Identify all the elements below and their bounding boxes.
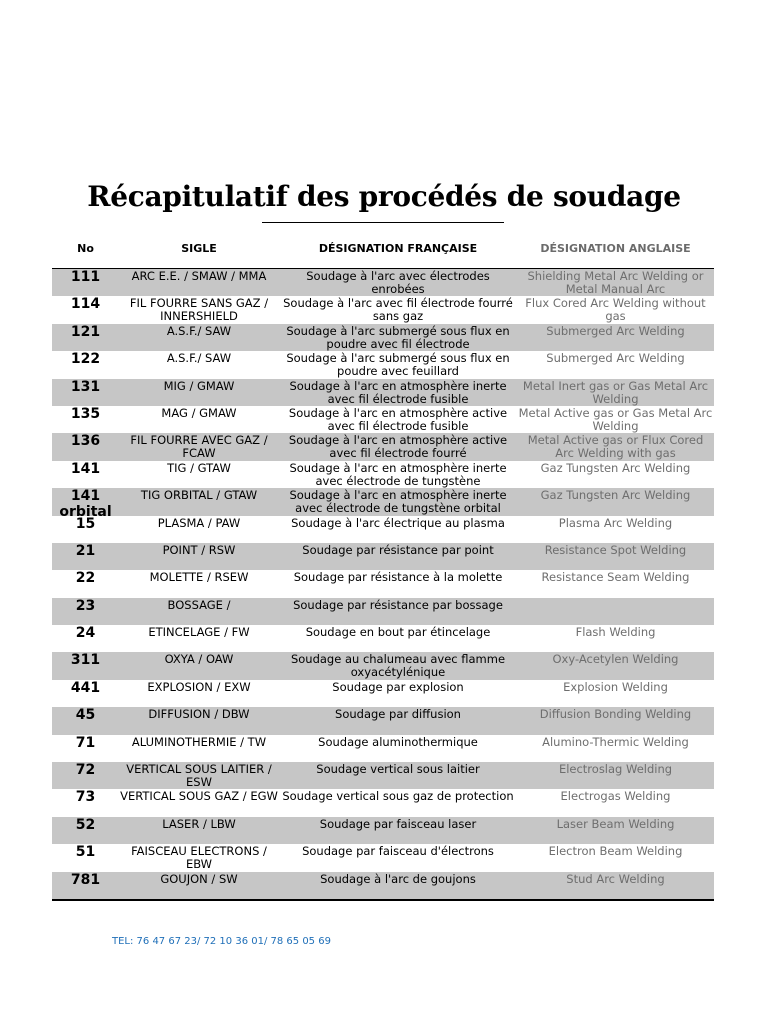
table-header [52, 240, 714, 269]
cell-no: 73 [75, 789, 96, 806]
table-row [52, 652, 714, 679]
table-row [52, 324, 714, 351]
cell-no: 15 [75, 515, 96, 532]
cell-no: 781 [70, 871, 101, 888]
cell-no: 141 orbital [59, 488, 112, 516]
header-no: No [77, 242, 94, 255]
table-row [52, 269, 714, 296]
cell-designation-en: Laser Beam Welding [556, 816, 675, 831]
table-row [52, 735, 714, 762]
cell-sigle: ARC E.E. / SMAW / MMA [131, 269, 267, 283]
cell-designation-en: Diffusion Bonding Welding [539, 707, 692, 722]
table-row [52, 570, 714, 597]
cell-sigle: FAISCEAU ELECTRONS / EBW [131, 844, 267, 872]
table-body [52, 269, 714, 899]
cell-sigle: A.S.F./ SAW [166, 351, 232, 366]
cell-designation-fr: Soudage à l'arc en atmosphère active avec fil électrode fourré [288, 433, 508, 461]
cell-designation-en: Explosion Welding [563, 679, 668, 694]
table-row [52, 351, 714, 378]
cell-no: 51 [75, 844, 96, 861]
cell-no: 135 [70, 405, 101, 422]
cell-sigle: VERTICAL SOUS LAITIER / ESW [126, 762, 272, 790]
cell-sigle: A.S.F./ SAW [166, 323, 232, 338]
table-bottom-rule [52, 899, 714, 901]
cell-designation-en: Metal Inert gas or Gas Metal Arc Welding [522, 378, 709, 406]
table-row [52, 598, 714, 625]
cell-no: 111 [70, 269, 101, 285]
cell-designation-fr: Soudage à l'arc en atmosphère inerte avec électrode de tungstène [289, 460, 507, 488]
table-row [52, 625, 714, 652]
title-underline [262, 222, 504, 223]
table-row [52, 707, 714, 734]
page-title: Récapitulatif des procédés de soudage [87, 180, 681, 213]
cell-sigle: MAG / GMAW [161, 405, 237, 420]
cell-no: 21 [75, 542, 96, 559]
table-row [52, 762, 714, 789]
cell-no: 45 [75, 707, 96, 724]
cell-designation-fr: Soudage à l'arc en atmosphère active avec fil électrode fusible [288, 405, 508, 433]
cell-designation-en: Oxy-Acetylen Welding [552, 652, 679, 667]
table-row [52, 817, 714, 844]
cell-designation-en: Gaz Tungsten Arc Welding [540, 460, 691, 475]
cell-designation-en: Plasma Arc Welding [558, 515, 673, 530]
cell-designation-fr: Soudage par faisceau laser [319, 816, 477, 831]
cell-designation-en: Metal Active gas or Gas Metal Arc Welding [518, 405, 713, 433]
cell-sigle: TIG ORBITAL / GTAW [140, 488, 258, 503]
cell-no: 131 [70, 378, 101, 395]
cell-sigle: PLASMA / PAW [157, 515, 241, 530]
cell-no: 141 [70, 460, 101, 477]
cell-sigle: DIFFUSION / DBW [148, 707, 250, 722]
cell-designation-fr: Soudage à l'arc en atmosphère inerte avec électrode de tungstène orbital [289, 488, 507, 516]
cell-sigle: EXPLOSION / EXW [147, 679, 251, 694]
cell-designation-fr: Soudage aluminothermique [318, 734, 478, 749]
cell-designation-fr: Soudage à l'arc électrique au plasma [291, 515, 505, 530]
cell-designation-en: Resistance Seam Welding [541, 570, 690, 585]
cell-sigle: OXYA / OAW [164, 652, 234, 667]
cell-designation-fr: Soudage à l'arc submergé sous flux en poudre avec fil électrode [286, 323, 510, 351]
cell-designation-en: Submerged Arc Welding [546, 351, 685, 366]
table-row [52, 433, 714, 460]
table-row [52, 406, 714, 433]
cell-designation-fr: Soudage à l'arc en atmosphère inerte avec fil électrode fusible [289, 378, 507, 406]
header-sigle: SIGLE [181, 242, 217, 255]
cell-no: 122 [70, 351, 101, 368]
cell-no: 22 [75, 570, 96, 587]
cell-designation-en: Flash Welding [575, 625, 656, 640]
cell-no: 23 [75, 597, 96, 614]
table-row [52, 543, 714, 570]
table-row [52, 872, 714, 899]
cell-no: 24 [75, 625, 96, 642]
table-row [52, 844, 714, 871]
cell-no: 114 [70, 296, 101, 313]
cell-designation-en: Submerged Arc Welding [546, 323, 685, 338]
header-designation-fr: DÉSIGNATION FRANÇAISE [318, 242, 478, 255]
cell-designation-fr: Soudage par résistance par bossage [293, 597, 503, 612]
cell-sigle: ALUMINOTHERMIE / TW [131, 734, 267, 749]
cell-designation-en: Flux Cored Arc Welding without gas [525, 296, 706, 324]
cell-designation-en: Metal Active gas or Flux Cored Arc Welding with gas [527, 433, 704, 461]
cell-sigle: MIG / GMAW [163, 378, 235, 393]
cell-designation-fr: Soudage en bout par étincelage [305, 625, 491, 640]
cell-no: 311 [70, 652, 101, 669]
cell-sigle: TIG / GTAW [167, 460, 231, 475]
table-row [52, 680, 714, 707]
cell-designation-fr: Soudage par résistance à la molette [293, 570, 503, 585]
cell-designation-en: Stud Arc Welding [566, 871, 665, 886]
cell-designation-fr: Soudage à l'arc avec fil électrode fourré sans gaz [283, 296, 513, 324]
cell-designation-fr: Soudage vertical sous gaz de protection [282, 789, 514, 804]
cell-sigle: LASER / LBW [162, 816, 236, 831]
cell-designation-en: Gaz Tungsten Arc Welding [540, 488, 691, 503]
cell-sigle: GOUJON / SW [160, 871, 238, 886]
cell-designation-en: Resistance Spot Welding [544, 542, 687, 557]
cell-designation-fr: Soudage au chalumeau avec flamme oxyacétylénique [290, 652, 506, 680]
cell-sigle: MOLETTE / RSEW [149, 570, 249, 585]
cell-no: 136 [70, 433, 101, 450]
cell-designation-en: Shielding Metal Arc Welding or Metal Manual Arc [527, 269, 704, 296]
cell-designation-en: Alumino-Thermic Welding [542, 734, 689, 749]
table-row [52, 516, 714, 543]
cell-designation-fr: Soudage par explosion [332, 679, 464, 694]
cell-designation-fr: Soudage à l'arc avec électrodes enrobées [306, 269, 490, 296]
table-row [52, 461, 714, 488]
cell-no: 121 [70, 323, 101, 340]
header-designation-en: DÉSIGNATION ANGLAISE [540, 242, 691, 255]
cell-sigle: FIL FOURRE AVEC GAZ / FCAW [130, 433, 268, 461]
cell-sigle: FIL FOURRE SANS GAZ / INNERSHIELD [129, 296, 269, 324]
footer-phone: TEL: 76 47 67 23/ 72 10 36 01/ 78 65 05 69 [112, 936, 331, 947]
cell-sigle: VERTICAL SOUS GAZ / EGW [120, 789, 278, 804]
cell-designation-fr: Soudage par diffusion [335, 707, 461, 722]
table-row [52, 488, 714, 515]
cell-no: 441 [70, 679, 101, 696]
cell-sigle: ETINCELAGE / FW [148, 625, 250, 640]
cell-no: 72 [75, 762, 96, 779]
cell-designation-en: Electron Beam Welding [548, 844, 683, 859]
cell-designation-fr: Soudage à l'arc submergé sous flux en poudre avec feuillard [286, 351, 510, 379]
cell-designation-fr: Soudage à l'arc de goujons [320, 871, 476, 886]
cell-designation-fr: Soudage vertical sous laitier [316, 762, 480, 777]
table-row [52, 789, 714, 816]
cell-designation-fr: Soudage par résistance par point [302, 542, 494, 557]
cell-sigle: POINT / RSW [162, 542, 236, 557]
cell-no: 52 [75, 816, 96, 833]
cell-designation-fr: Soudage par faisceau d'électrons [302, 844, 494, 859]
table-row [52, 379, 714, 406]
cell-designation-en: Electrogas Welding [560, 789, 671, 804]
table-row [52, 296, 714, 323]
welding-process-table [52, 240, 714, 901]
cell-designation-en: Electroslag Welding [558, 762, 673, 777]
cell-sigle: BOSSAGE / [167, 597, 231, 612]
cell-no: 71 [75, 734, 96, 751]
